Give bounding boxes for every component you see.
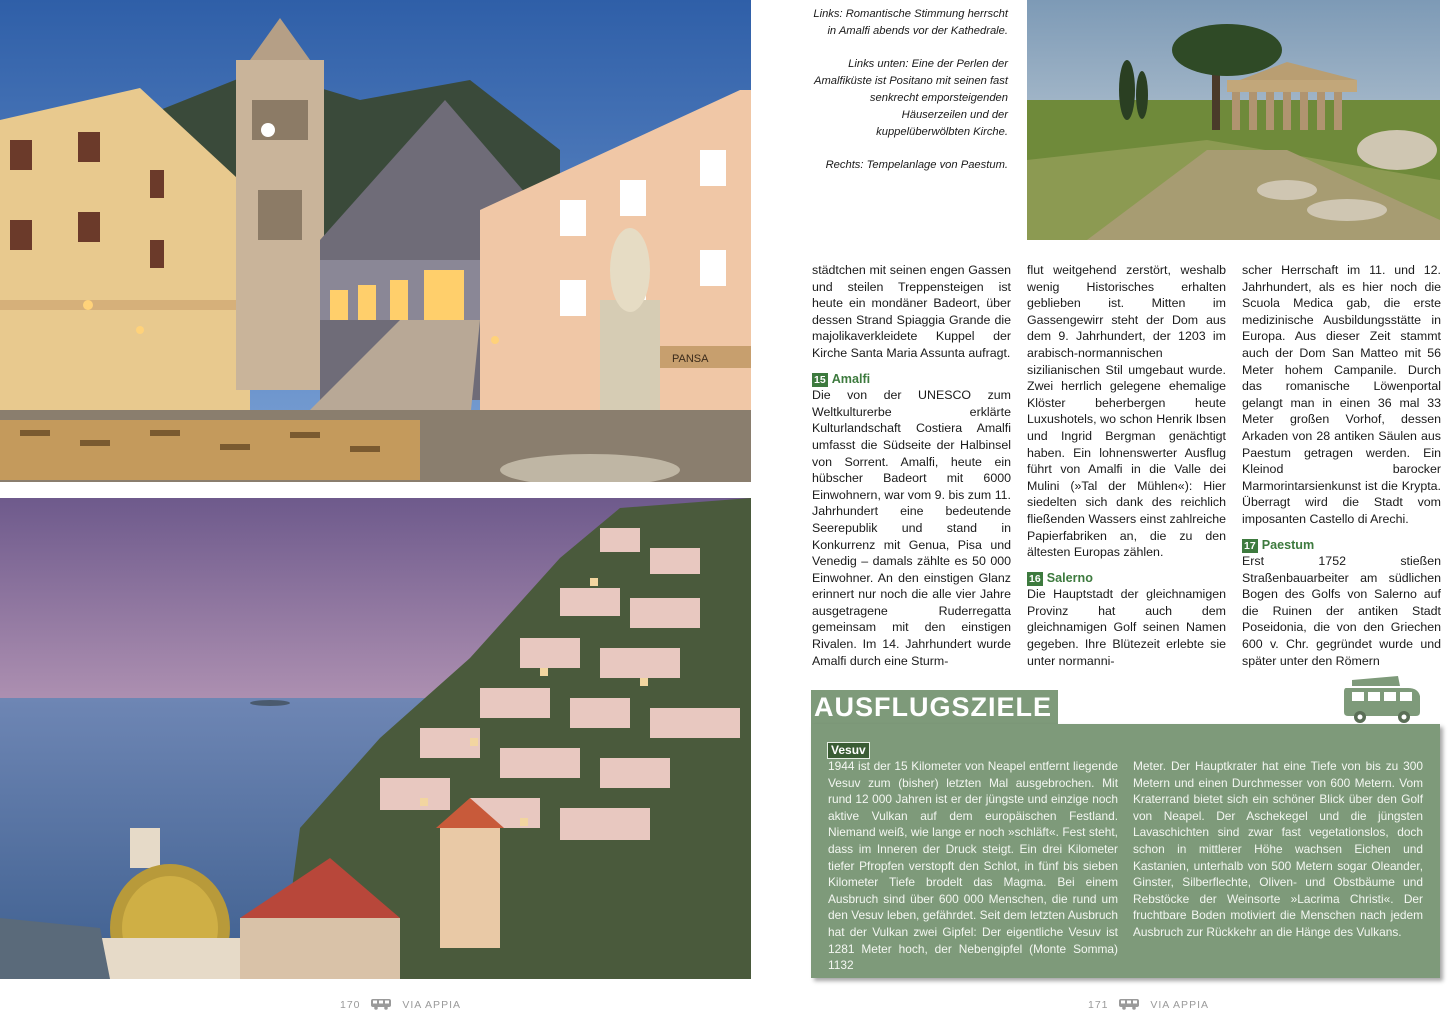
section-heading-salerno: [1027, 570, 1226, 587]
bus-icon: [370, 998, 392, 1010]
shop-sign: PANSA: [672, 353, 709, 365]
text-column-3: [1242, 262, 1441, 669]
series-title-right: VIA APPIA: [1150, 999, 1209, 1011]
col2-text: flut weitgehend zerstört, weshalb wenig Historisches erhalten geblieben ist. Mitten im Gassengewirr steht der Dom aus dem 9. Jahrhundert, der 1203 im arabisch-normannischen sizilianischen Stil umgebaut wurde. Zwei herrlich gelegene ehemalige Klöster beherbergen heute Luxushotels, wo schon Henrik Ibsen und Ingrid Bergman genächtigt haben. Ein lohnenswerter Ausflug führt von Amalfi in die Valle dei Mulini (»Tal der Mühlen«): Hier siedelten sich dank des reichlich fließenden Wassers einst zahlreiche Papierfabriken an, die zu den ältesten Europas zählen.: [1027, 263, 1226, 560]
page-number-right: 171: [1088, 999, 1109, 1011]
positano-photo: [0, 498, 751, 979]
vesuv-text-left: 1944 ist der 15 Kilometer von Neapel entfernt liegende Vesuv zum (bisher) letzten Mal ausgebrochen. Mit rund 12 000 Jahren ist er der jüngste und einzige noch aktive Vulkan auf dem europäischen Festland. Niemand weiß, wie lange er noch »schläft«. Fest steht, dass im Inneren der Druck steigt. Ein drei Kilometer tiefer Pfropfen verstopft den Schlot, in fünf bis sieben Kilometer Tiefe brodelt das Magma. Bei einem Ausbruch sind über 600 000 Menschen, die rund um den Vesuv leben, gefährdet. Seit dem letzten Ausbruch hat der Vulkan zwei Gipfel: Der eigentliche Vesuv ist 1281 Meter hoch, der Nebengipfel (Monte Somma) 1132: [828, 759, 1118, 973]
amalfi-text: Die von der UNESCO zum Weltkulturerbe erklärte Kulturlandschaft Costiera Amalfi umfasst die Südseite der Halbinsel von Sorrent. Amalfi, heute ein hübscher Badeort mit 6000 Einwohnern, war vom 9. bis zum 11. Jahrhundert eine bedeutende Seerepublik und stand in Konkurrenz mit Genua, Pisa und Venedig – damals zählte es 50 000 Einwohner. An den einstigen Glanz erinnert nur noch die alle vier Jahre ausgetragene Ruderregatta gemeinsam mit den einstigen Rivalen. Im 14. Jahrhundert wurde Amalfi durch eine Sturm-: [812, 388, 1011, 668]
ausflug-column-right: [1133, 758, 1423, 941]
section-title-salerno: Salerno: [1046, 570, 1093, 585]
section-heading-amalfi: [812, 371, 1011, 388]
amalfi-cathedral-photo: [0, 0, 751, 482]
bus-icon: [1118, 998, 1140, 1010]
series-title-left: VIA APPIA: [402, 999, 461, 1011]
camper-van-icon: [1338, 672, 1424, 724]
page-number-left: 170: [340, 999, 361, 1011]
ausflug-column-left: [828, 758, 1118, 974]
caption-top-left: Links: Romantische Stimmung herrscht in Amalfi abends vor der Kathedrale.: [813, 8, 1008, 37]
caption-bottom-left: Links unten: Eine der Perlen der Amalfiküste ist Positano mit seinen fast senkrecht emporsteigenden Häuserzeilen und der kuppelüberwölbten Kirche.: [813, 58, 1008, 138]
section-number-paestum: 17: [1244, 539, 1256, 552]
footer-right: [1088, 998, 1209, 1011]
vesuv-tag: Vesuv: [827, 742, 870, 759]
section-title-paestum: Paestum: [1261, 537, 1315, 552]
ausflugsziele-box: [811, 724, 1440, 978]
ausflugsziele-title: AUSFLUGSZIELE: [811, 690, 1058, 724]
section-heading-paestum: [1242, 537, 1441, 554]
text-column-2: [1027, 262, 1226, 669]
footer-left: [340, 998, 461, 1011]
photo-captions: [812, 6, 1008, 190]
caption-right: Rechts: Tempelanlage von Paestum.: [825, 159, 1008, 171]
section-title-amalfi: Amalfi: [831, 371, 871, 386]
vesuv-text-right: Meter. Der Hauptkrater hat eine Tiefe von bis zu 300 Metern und einen Durchmesser von 600 Metern. Vom Kraterrand bietet sich ein schöner Blick über den Golf von Neapel. Der Aschekegel und die jüngsten Lavaschichten sind zwar fast vegetationslos, doch schon in mittlerer Höhe wachsen Eichen und Kastanien, unterhalb von 500 Metern sogar Oleander, Ginster, Silberflechte, Oliven- und Obstbäume und Rebstöcke der Weinsorte »Lacrima Christi«. Der fruchtbare Boden motiviert die Menschen nach jedem Ausbruch zur Rückkehr an die Hänge des Vulkans.: [1133, 759, 1423, 939]
paestum-text: Erst 1752 stießen Straßenbauarbeiter am südlichen Bogen des Golfs von Salerno auf die Ruinen der antiken Stadt Poseidonia, die von den Griechen 600 v. Chr. gegründet wurde und später unter den Römern: [1242, 554, 1441, 668]
col3-text: scher Herrschaft im 11. und 12. Jahrhundert, als es hier noch die Scuola Medica gab, die erste medizinische Ausbildungsstätte in Europa. Aus dieser Zeit stammt auch der Dom San Matteo mit 56 Meter hohem Campanile. Durch das romanische Löwenportal gelangt man in einen 36 mal 33 Meter großen Vorhof, dessen Arkaden von 28 antiken Säulen aus Paestum getragen werden. Ein Kleinod barocker Marmorintarsienkunst ist die Krypta. Überragt wird die Stadt vom imposanten Castello di Arechi.: [1242, 263, 1441, 526]
paestum-temple-photo: [1027, 0, 1440, 240]
text-column-1: [812, 262, 1011, 669]
section-number-salerno: 16: [1029, 572, 1041, 585]
salerno-text: Die Hauptstadt der gleichnamigen Provinz hat auch dem gleichnamigen Golf seinen Namen gegeben. Ihre Blütezeit erlebte sie unter normanni-: [1027, 587, 1226, 668]
section-number-amalfi: 15: [814, 373, 826, 386]
col1-intro-text: städtchen mit seinen engen Gassen und steilen Treppensteigen ist heute ein mondäner Badeort, über dessen Strand Spiaggia Grande die majolikaverkleidete Kuppel der Kirche Santa Maria Assunta aufragt.: [812, 263, 1011, 360]
